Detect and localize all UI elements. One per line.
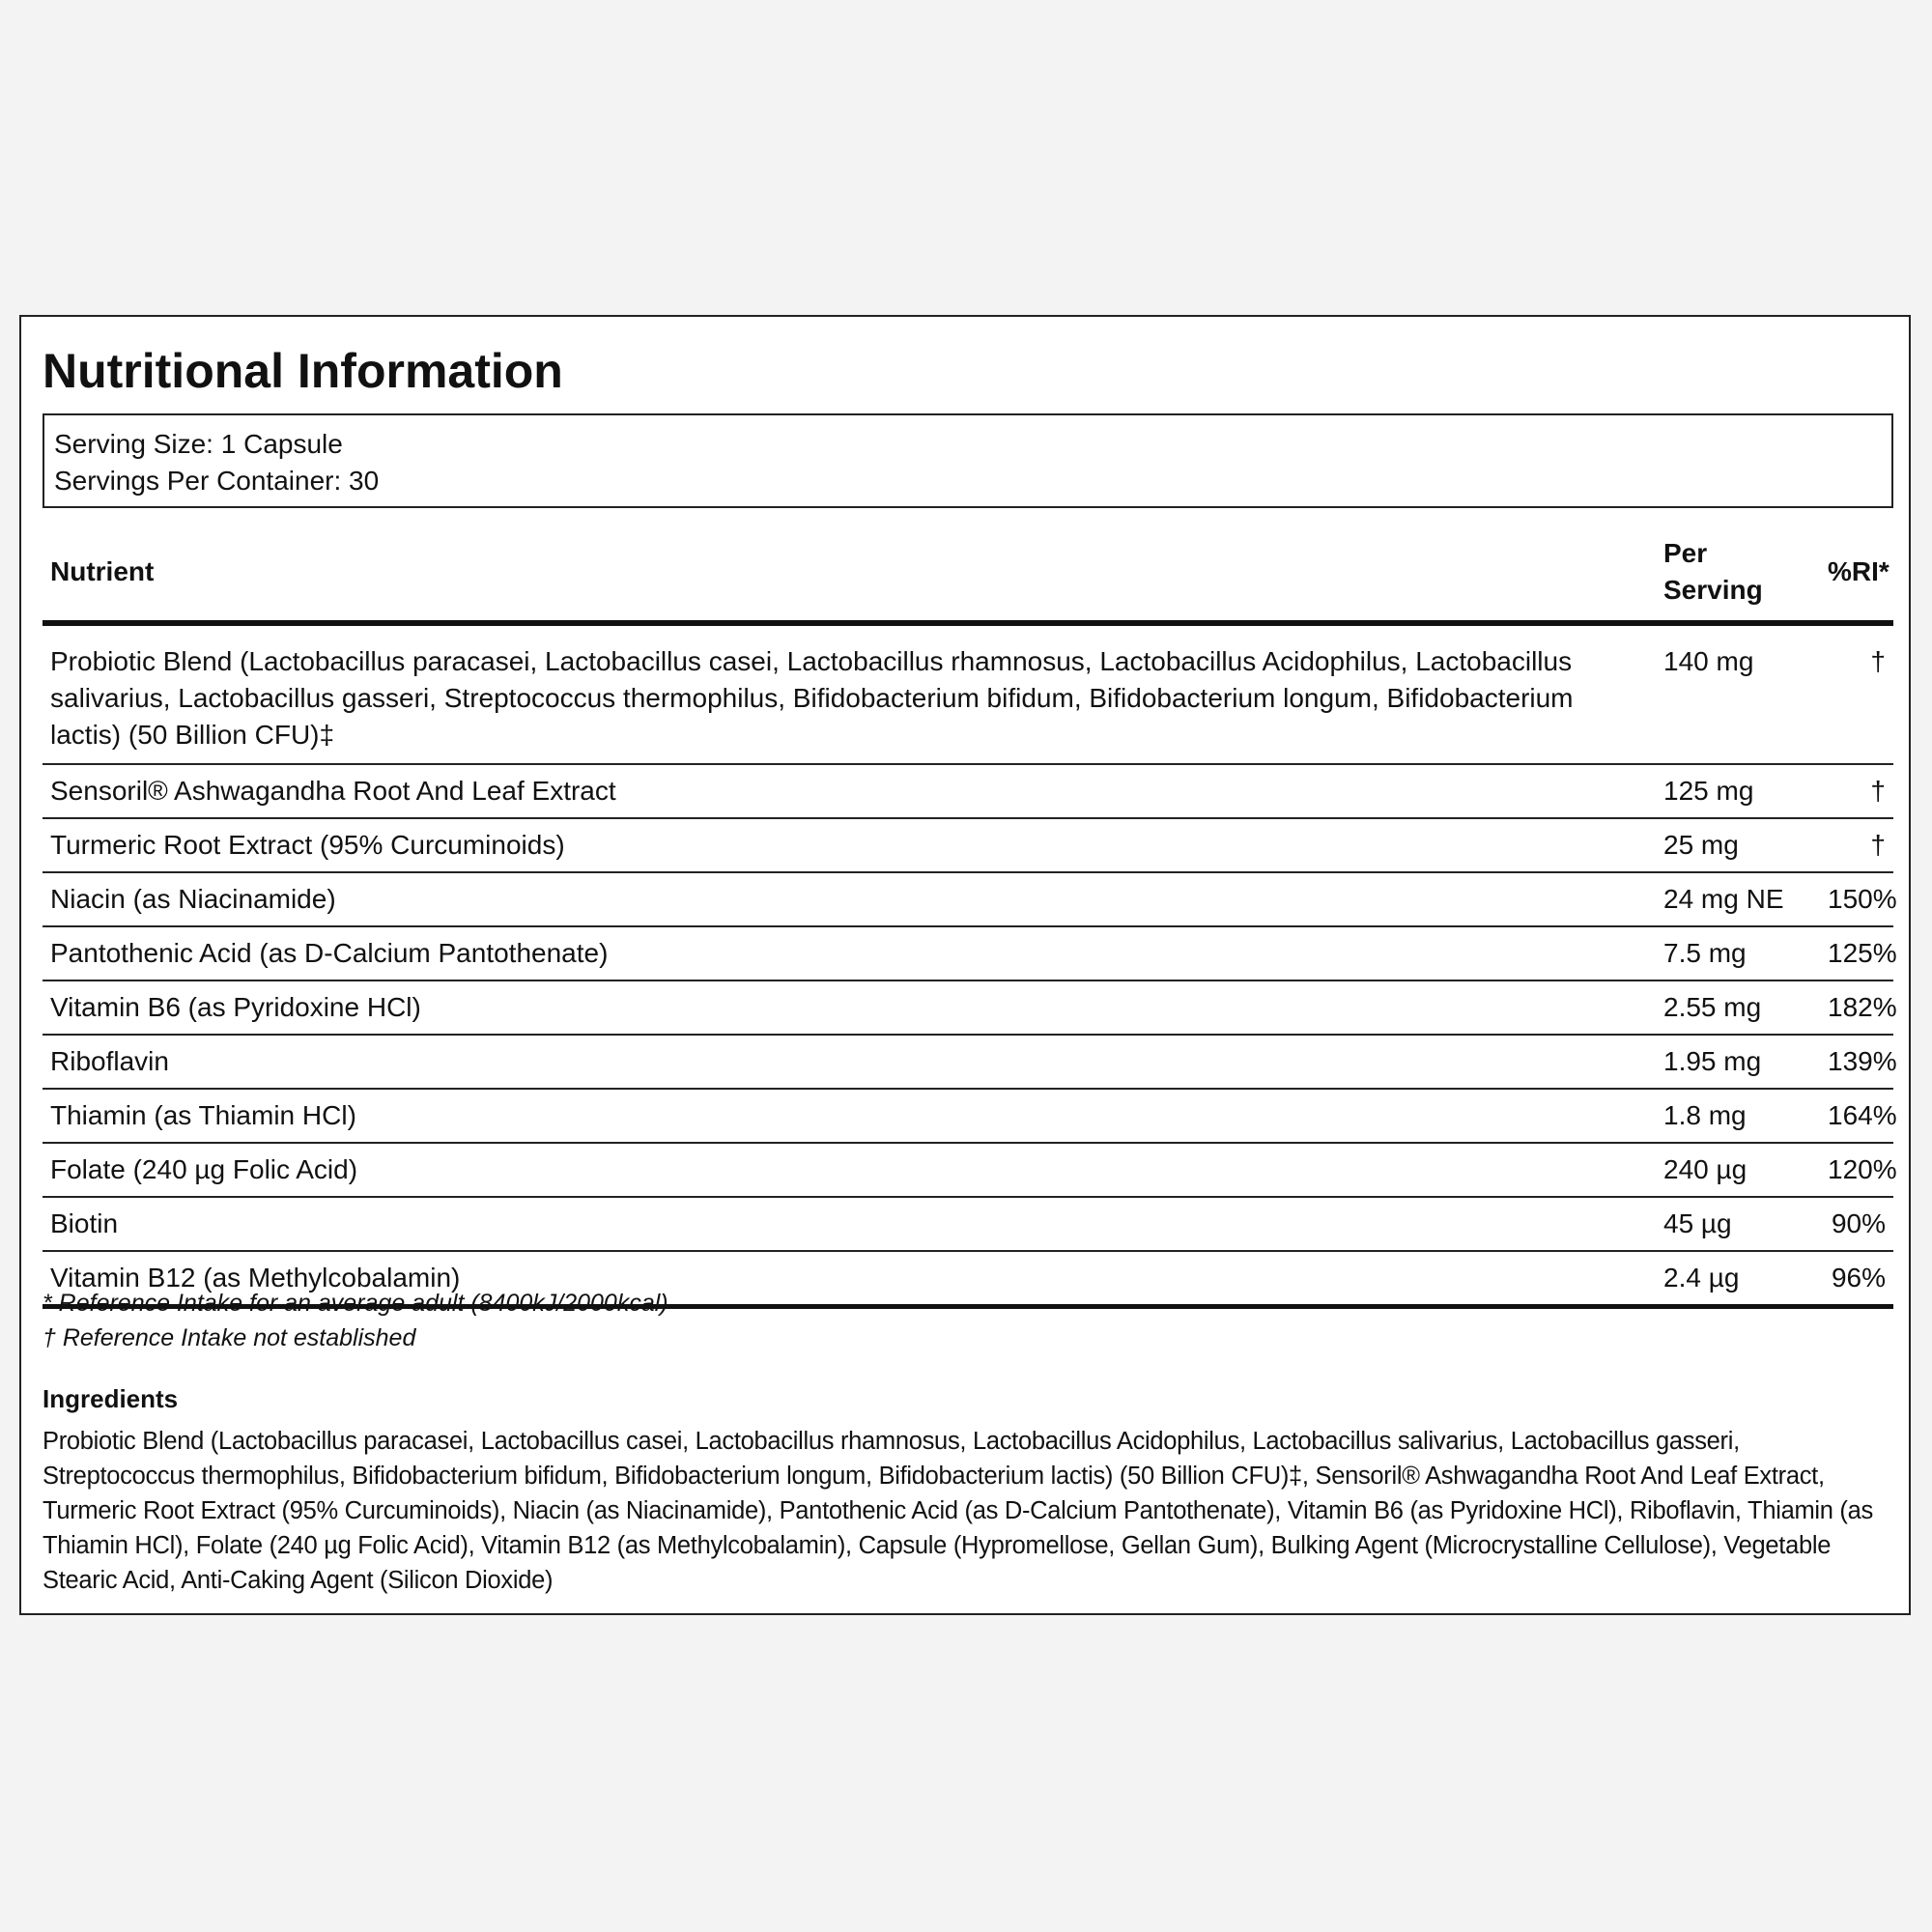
nutrient-amount: 125 mg bbox=[1656, 764, 1820, 818]
table-row bbox=[43, 623, 1893, 764]
page-title: Nutritional Information bbox=[43, 344, 563, 398]
header-ri: %RI* bbox=[1820, 535, 1893, 623]
nutrient-ri: † bbox=[1820, 764, 1893, 818]
nutrient-amount: 45 µg bbox=[1656, 1197, 1820, 1251]
nutrient-amount: 24 mg NE bbox=[1656, 872, 1820, 926]
nutrient-amount: 1.8 mg bbox=[1656, 1089, 1820, 1143]
nutrient-ri: 150% bbox=[1820, 872, 1893, 926]
nutrient-amount: 240 µg bbox=[1656, 1143, 1820, 1197]
header-nutrient: Nutrient bbox=[43, 535, 1656, 623]
footnote-reference-intake: * Reference Intake for an average adult (8400kJ/2000kcal) bbox=[43, 1290, 668, 1317]
nutrient-name: Folate (240 µg Folic Acid) bbox=[43, 1143, 1656, 1197]
nutrient-ri: 90% bbox=[1820, 1197, 1893, 1251]
nutrient-amount: 2.55 mg bbox=[1656, 980, 1820, 1035]
ingredients-heading: Ingredients bbox=[43, 1384, 179, 1413]
nutrient-name: Turmeric Root Extract (95% Curcuminoids) bbox=[43, 818, 1656, 872]
table-row bbox=[43, 1035, 1893, 1089]
nutrient-amount: 2.4 µg bbox=[1656, 1251, 1820, 1307]
nutrient-name: Sensoril® Ashwagandha Root And Leaf Extract bbox=[43, 764, 1656, 818]
nutrient-ri: 139% bbox=[1820, 1035, 1893, 1089]
nutrient-ri: 182% bbox=[1820, 980, 1893, 1035]
table-row bbox=[43, 1197, 1893, 1251]
serving-size: Serving Size: 1 Capsule bbox=[54, 429, 343, 459]
table-row bbox=[43, 926, 1893, 980]
nutrient-ri: 164% bbox=[1820, 1089, 1893, 1143]
footnotes bbox=[43, 1286, 668, 1355]
nutrition-panel bbox=[19, 315, 1911, 1615]
table-row bbox=[43, 980, 1893, 1035]
nutrient-name: Biotin bbox=[43, 1197, 1656, 1251]
nutrient-name: Thiamin (as Thiamin HCl) bbox=[43, 1089, 1656, 1143]
table-row bbox=[43, 818, 1893, 872]
nutrient-ri: 120% bbox=[1820, 1143, 1893, 1197]
table-header-row bbox=[43, 535, 1893, 623]
nutrient-ri: 125% bbox=[1820, 926, 1893, 980]
nutrient-ri: † bbox=[1820, 818, 1893, 872]
table-row bbox=[43, 1143, 1893, 1197]
nutrient-name: Riboflavin bbox=[43, 1035, 1656, 1089]
table-row bbox=[43, 764, 1893, 818]
nutrient-amount: 25 mg bbox=[1656, 818, 1820, 872]
table-row bbox=[43, 872, 1893, 926]
servings-per-container: Servings Per Container: 30 bbox=[54, 466, 380, 496]
nutrient-name: Pantothenic Acid (as D-Calcium Pantothenate) bbox=[43, 926, 1656, 980]
table-row bbox=[43, 1089, 1893, 1143]
nutrient-amount: 140 mg bbox=[1656, 623, 1820, 764]
nutrient-name: Niacin (as Niacinamide) bbox=[43, 872, 1656, 926]
nutrient-ri: † bbox=[1820, 623, 1893, 764]
nutrient-amount: 1.95 mg bbox=[1656, 1035, 1820, 1089]
footnote-not-established: † Reference Intake not established bbox=[43, 1324, 416, 1351]
nutrient-ri: 96% bbox=[1820, 1251, 1893, 1307]
ingredients-text: Probiotic Blend (Lactobacillus paracasei, Lactobacillus casei, Lactobacillus rhamnosus, Lactobacillus Acidophilus, Lactobacillus salivarius, Lactobacillus gasseri, Streptococcus thermophilus, Bifidobacterium bifidum, Bifidobacterium longum, Bifidobacterium lactis) (50 Billion CFU)‡, Sensoril® Ashwagandha Root And Leaf Extract, Turmeric Root Extract (95% Curcuminoids), Niacin (as Niacinamide), Pantothenic Acid (as D-Calcium Pantothenate), Vitamin B6 (as Pyridoxine HCl), Riboflavin, Thiamin (as Thiamin HCl), Folate (240 µg Folic Acid), Vitamin B12 (as Methylcobalamin), Capsule (Hypromellose, Gellan Gum), Bulking Agent (Microcrystalline Cellulose), Vegetable Stearic Acid, Anti-Caking Agent (Silicon Dioxide) bbox=[43, 1428, 1873, 1594]
header-per-serving: Per Serving bbox=[1656, 535, 1820, 623]
nutrient-table bbox=[43, 535, 1897, 1309]
nutrient-amount: 7.5 mg bbox=[1656, 926, 1820, 980]
nutrient-name: Probiotic Blend (Lactobacillus paracasei, Lactobacillus casei, Lactobacillus rhamnosus, Lactobacillus Acidophilus, Lactobacillus salivarius, Lactobacillus gasseri, Streptococcus thermophilus, Bifidobacterium bifidum, Bifidobacterium longum, Bifidobacterium lactis) (50 Billion CFU)‡ bbox=[43, 623, 1656, 764]
nutrient-name: Vitamin B12 (as Methylcobalamin) bbox=[43, 1251, 1656, 1307]
serving-info-box bbox=[43, 413, 1893, 508]
nutrient-name: Vitamin B6 (as Pyridoxine HCl) bbox=[43, 980, 1656, 1035]
